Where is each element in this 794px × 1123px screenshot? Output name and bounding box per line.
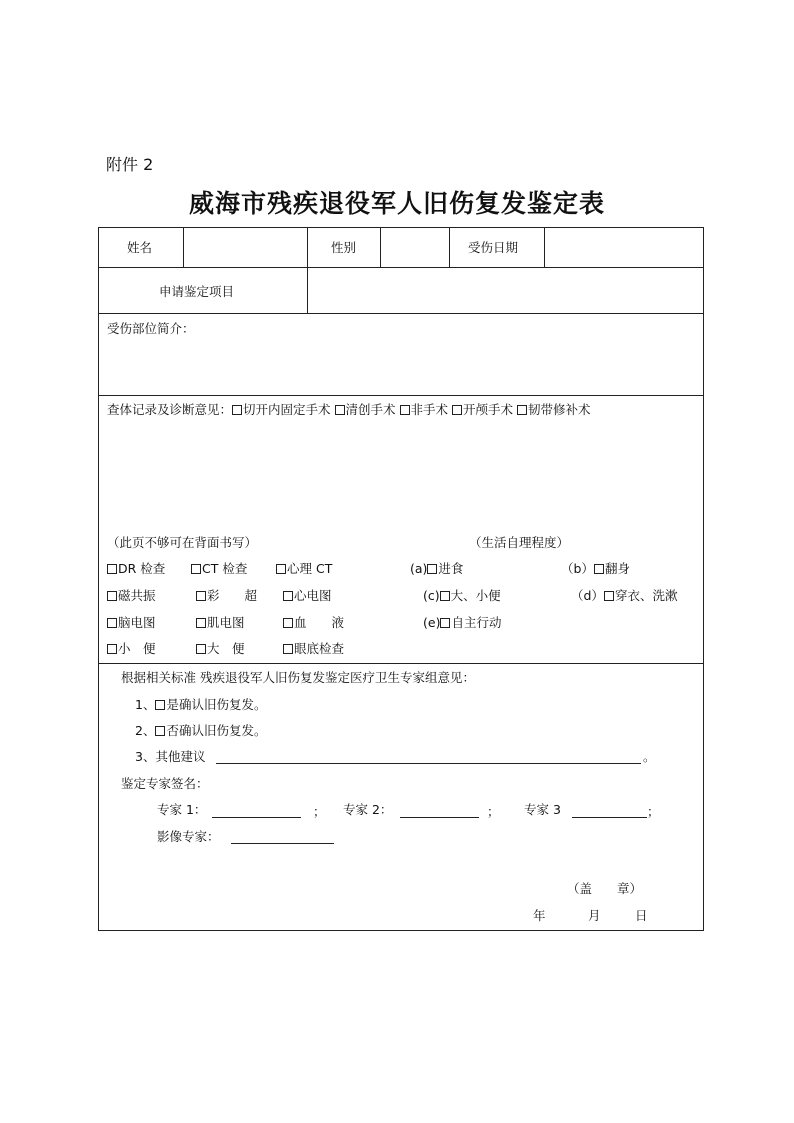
checkbox[interactable] <box>335 405 345 415</box>
apply-item-field[interactable] <box>309 269 701 311</box>
date-month: 月 <box>588 908 601 923</box>
test-option-ecg[interactable]: 心电图 <box>283 588 332 604</box>
col-divider <box>183 228 184 267</box>
expert-sign-label: 鉴定专家签名： <box>121 776 209 791</box>
life-item-toilet[interactable]: (c) 大、小便 <box>423 588 501 603</box>
test-option-emg[interactable]: 肌电图 <box>196 615 245 631</box>
checkbox[interactable] <box>107 618 117 628</box>
expert3-label: 专家 3 <box>524 802 561 817</box>
injury-date-label: 受伤日期 <box>468 240 519 255</box>
attachment-label: 附件 2 <box>106 155 154 174</box>
row-divider <box>99 395 703 396</box>
test-option-mri[interactable]: 磁共振 <box>107 588 156 604</box>
checkbox[interactable] <box>276 564 286 574</box>
imaging-expert-sign-line[interactable] <box>231 843 334 844</box>
date-day: 日 <box>635 908 648 923</box>
row-divider <box>99 267 703 268</box>
name-field[interactable] <box>185 230 305 265</box>
col-divider <box>380 228 381 267</box>
checkbox[interactable] <box>517 405 527 415</box>
confirm-no-option[interactable]: 2、 否确认旧伤复发。 <box>135 723 267 738</box>
expert1-sign-line[interactable] <box>212 817 301 818</box>
surgery-option[interactable]: 切开内固定手术 <box>232 402 331 417</box>
expert2-sign-line[interactable] <box>400 817 479 818</box>
test-option-psych-ct[interactable]: 心理 CT <box>276 561 332 577</box>
test-option-stool[interactable]: 大 便 <box>196 641 245 657</box>
checkbox[interactable] <box>196 618 206 628</box>
checkbox[interactable] <box>107 591 117 601</box>
checkbox[interactable] <box>107 644 117 654</box>
test-option-blood[interactable]: 血 液 <box>283 615 344 631</box>
opinion-intro: 根据相关标准 残疾退役军人旧伤复发鉴定医疗卫生专家组意见： <box>121 670 475 685</box>
col-divider <box>449 228 450 267</box>
checkbox[interactable] <box>232 405 242 415</box>
surgery-option[interactable]: 韧带修补术 <box>517 402 591 417</box>
life-item-dressing[interactable]: （d） 穿衣、洗漱 <box>571 588 678 603</box>
surgery-option[interactable]: 开颅手术 <box>452 402 513 417</box>
checkbox[interactable] <box>283 618 293 628</box>
checkbox[interactable] <box>107 564 117 574</box>
checkbox[interactable] <box>427 564 437 574</box>
checkbox[interactable] <box>440 591 450 601</box>
checkbox[interactable] <box>196 591 206 601</box>
backside-note: （此页不够可在背面书写） <box>107 535 258 550</box>
expert1-label: 专家 1： <box>157 802 207 817</box>
separator: ； <box>487 804 500 819</box>
other-suggestions-end: 。 <box>643 749 656 764</box>
row-divider <box>99 663 703 664</box>
checkbox[interactable] <box>191 564 201 574</box>
appraisal-form-table <box>98 227 704 931</box>
test-option-ct[interactable]: CT 检查 <box>191 561 247 577</box>
test-option-dr[interactable]: DR 检查 <box>107 561 165 577</box>
checkbox[interactable] <box>155 700 165 710</box>
imaging-expert-label: 影像专家： <box>157 829 220 844</box>
test-option-urine[interactable]: 小 便 <box>107 641 156 657</box>
surgery-option[interactable]: 非手术 <box>400 402 449 417</box>
checkbox[interactable] <box>594 564 604 574</box>
confirm-yes-option[interactable]: 1、 是确认旧伤复发。 <box>135 697 267 712</box>
life-item-eating[interactable]: (a) 进食 <box>410 561 464 576</box>
checkbox[interactable] <box>155 726 165 736</box>
col-divider <box>544 228 545 267</box>
surgery-option[interactable]: 清创手术 <box>335 402 396 417</box>
checkbox[interactable] <box>440 618 450 628</box>
other-suggestions-label: 3、其他建议 <box>135 749 206 764</box>
seal-label: （盖 章） <box>567 881 643 896</box>
gender-label: 性别 <box>331 240 357 255</box>
test-option-ultrasound[interactable]: 彩 超 <box>196 588 257 604</box>
injury-date-field[interactable] <box>546 230 701 265</box>
separator: ； <box>647 804 660 819</box>
test-option-eeg[interactable]: 脑电图 <box>107 615 156 631</box>
exam-row <box>107 402 591 418</box>
col-divider <box>307 267 308 313</box>
gender-field[interactable] <box>382 230 447 265</box>
separator: ； <box>313 804 326 819</box>
apply-item-label: 申请鉴定项目 <box>159 284 235 299</box>
test-option-fundus[interactable]: 眼底检查 <box>283 641 344 657</box>
date-year: 年 <box>533 908 546 923</box>
expert3-sign-line[interactable] <box>572 817 647 818</box>
checkbox[interactable] <box>196 644 206 654</box>
checkbox[interactable] <box>452 405 462 415</box>
checkbox[interactable] <box>283 644 293 654</box>
col-divider <box>307 228 308 267</box>
exam-label: 查体记录及诊断意见： <box>107 402 233 417</box>
name-label: 姓名 <box>127 240 153 255</box>
injury-site-label: 受伤部位简介： <box>107 321 195 336</box>
checkbox[interactable] <box>400 405 410 415</box>
life-item-mobility[interactable]: (e) 自主行动 <box>423 615 502 630</box>
life-item-turning[interactable]: （b） 翻身 <box>561 561 630 576</box>
form-title: 威海市残疾退役军人旧伤复发鉴定表 <box>188 189 605 218</box>
life-self-care-label: （生活自理程度） <box>469 535 570 550</box>
other-suggestions-line[interactable] <box>216 763 641 764</box>
injury-site-field[interactable] <box>101 340 701 392</box>
expert2-label: 专家 2： <box>343 802 393 817</box>
checkbox[interactable] <box>604 591 614 601</box>
row-divider <box>99 313 703 314</box>
checkbox[interactable] <box>283 591 293 601</box>
